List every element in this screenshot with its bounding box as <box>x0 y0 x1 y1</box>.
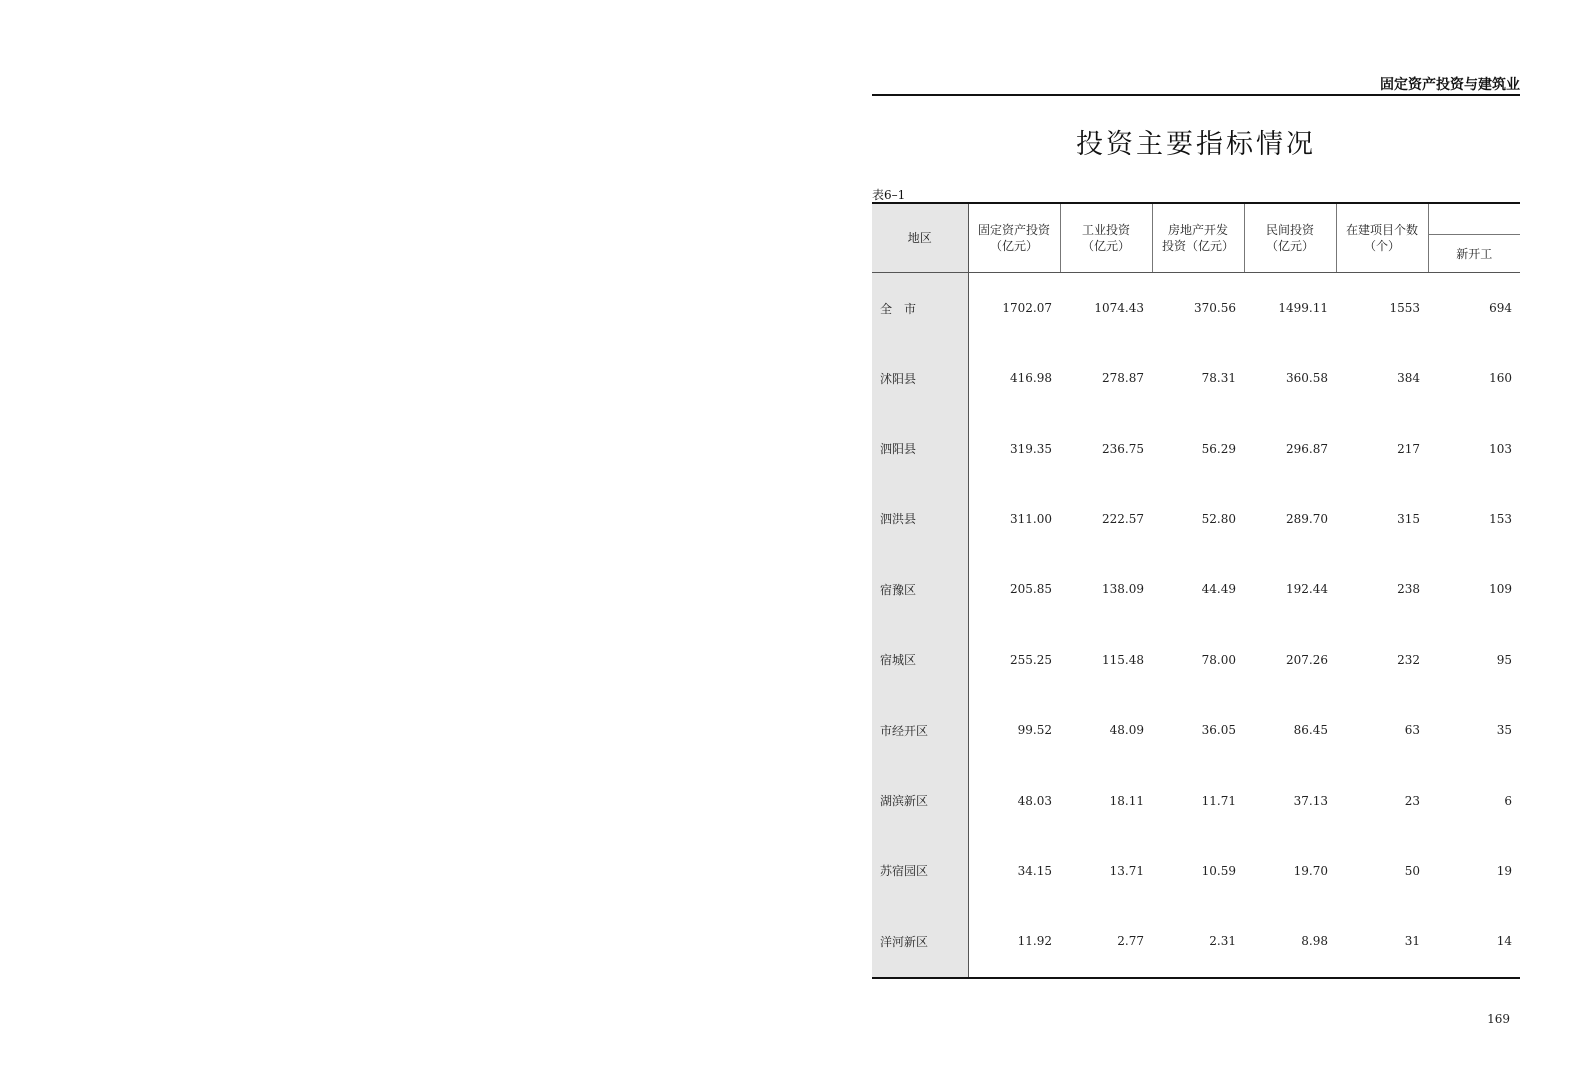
header-projects-line2: （个） <box>1363 239 1400 253</box>
cell-real-estate: 2.31 <box>1209 934 1236 949</box>
cell-real-estate: 78.31 <box>1201 371 1236 386</box>
cell-fixed-asset: 34.15 <box>1017 863 1052 878</box>
table-row <box>872 625 1520 695</box>
cell-fixed-asset: 48.03 <box>1017 793 1052 808</box>
header-industrial-line2: （亿元） <box>1081 239 1130 253</box>
cell-industrial: 236.75 <box>1102 441 1144 456</box>
cell-fixed-asset: 11.92 <box>1017 934 1052 949</box>
cell-real-estate: 36.05 <box>1201 723 1236 738</box>
cell-private: 19.70 <box>1293 863 1328 878</box>
cell-new-starts: 6 <box>1504 793 1512 808</box>
cell-private: 296.87 <box>1286 441 1328 456</box>
page-right <box>872 0 1520 1077</box>
cell-region: 苏宿园区 <box>872 836 968 906</box>
cell-new-starts: 35 <box>1496 723 1512 738</box>
cell-projects: 217 <box>1397 441 1420 456</box>
header-fixed-asset <box>968 203 1060 273</box>
cell-real-estate: 52.80 <box>1201 511 1236 526</box>
cell-fixed-asset: 205.85 <box>1010 582 1052 597</box>
cell-private: 37.13 <box>1293 793 1328 808</box>
cell-region: 泗阳县 <box>872 413 968 483</box>
cell-industrial: 13.71 <box>1109 863 1144 878</box>
cell-industrial: 115.48 <box>1102 652 1144 667</box>
cell-fixed-asset: 1702.07 <box>1002 301 1052 315</box>
cell-region: 宿豫区 <box>872 554 968 624</box>
header-fixed-asset-line2: （亿元） <box>989 239 1038 253</box>
cell-region: 市经开区 <box>872 695 968 765</box>
cell-private: 360.58 <box>1286 371 1328 386</box>
cell-projects: 315 <box>1397 511 1420 526</box>
table-number: 表6–1 <box>872 188 906 202</box>
header-industrial <box>1060 203 1152 273</box>
cell-real-estate: 370.56 <box>1194 301 1236 315</box>
cell-projects: 63 <box>1404 723 1420 738</box>
table-row <box>872 343 1520 413</box>
cell-fixed-asset: 319.35 <box>1010 441 1052 456</box>
header-real-estate-line1: 房地产开发 <box>1167 223 1228 237</box>
header-industrial-line1: 工业投资 <box>1081 223 1130 237</box>
cell-fixed-asset: 99.52 <box>1017 723 1052 738</box>
header-fixed-asset-line1: 固定资产投资 <box>977 223 1050 237</box>
cell-industrial: 138.09 <box>1102 582 1144 597</box>
cell-industrial: 278.87 <box>1102 371 1144 386</box>
cell-new-starts: 14 <box>1496 934 1512 949</box>
table-row <box>872 765 1520 835</box>
header-projects <box>1336 203 1428 273</box>
cell-projects: 1553 <box>1389 301 1420 315</box>
table-row <box>872 273 1520 344</box>
table-row <box>872 695 1520 765</box>
table-row <box>872 484 1520 554</box>
cell-new-starts: 109 <box>1489 582 1512 597</box>
cell-private: 192.44 <box>1286 582 1328 597</box>
header-new-starts: 新开工 <box>1428 235 1520 273</box>
table-title: 投资主要指标情况 <box>1076 129 1316 160</box>
cell-projects: 50 <box>1404 863 1420 878</box>
header-rule <box>872 94 1520 96</box>
cell-fixed-asset: 416.98 <box>1010 371 1052 386</box>
cell-fixed-asset: 255.25 <box>1010 652 1052 667</box>
cell-projects: 232 <box>1397 652 1420 667</box>
cell-private: 289.70 <box>1286 511 1328 526</box>
cell-real-estate: 11.71 <box>1201 793 1236 808</box>
cell-private: 8.98 <box>1301 934 1328 949</box>
cell-private: 207.26 <box>1286 652 1328 667</box>
header-projects-line1: 在建项目个数 <box>1345 223 1418 237</box>
header-private <box>1244 203 1336 273</box>
cell-projects: 238 <box>1397 582 1420 597</box>
header-real-estate <box>1152 203 1244 273</box>
cell-private: 86.45 <box>1293 723 1328 738</box>
cell-real-estate: 56.29 <box>1201 441 1236 456</box>
cell-new-starts: 694 <box>1489 301 1512 315</box>
investment-indicators-table <box>872 202 1520 979</box>
cell-projects: 31 <box>1404 934 1420 949</box>
cell-region: 沭阳县 <box>872 343 968 413</box>
cell-fixed-asset: 311.00 <box>1010 511 1052 526</box>
cell-industrial: 18.11 <box>1109 793 1144 808</box>
header-region: 地区 <box>872 203 968 273</box>
table-body <box>872 273 1520 978</box>
cell-new-starts: 19 <box>1496 863 1512 878</box>
table-row <box>872 413 1520 483</box>
cell-region: 全 市 <box>872 273 968 344</box>
header-private-line1: 民间投资 <box>1265 223 1314 237</box>
table-row <box>872 836 1520 906</box>
cell-new-starts: 103 <box>1489 441 1512 456</box>
cell-real-estate: 78.00 <box>1201 652 1236 667</box>
cell-new-starts: 95 <box>1496 652 1512 667</box>
cell-real-estate: 10.59 <box>1201 863 1236 878</box>
cell-region: 湖滨新区 <box>872 765 968 835</box>
cell-real-estate: 44.49 <box>1201 582 1236 597</box>
cell-private: 1499.11 <box>1278 301 1328 315</box>
table-row <box>872 906 1520 977</box>
cell-industrial: 2.77 <box>1117 934 1144 949</box>
cell-region: 宿城区 <box>872 625 968 695</box>
cell-industrial: 1074.43 <box>1094 301 1144 315</box>
running-head: 固定资产投资与建筑业 <box>1380 77 1520 93</box>
cell-region: 洋河新区 <box>872 906 968 977</box>
cell-projects: 384 <box>1397 371 1420 386</box>
page-number: 169 <box>1487 1012 1510 1026</box>
cell-new-starts: 153 <box>1489 511 1512 526</box>
header-projects-group-span <box>1428 203 1520 235</box>
header-private-line2: （亿元） <box>1265 239 1314 253</box>
cell-projects: 23 <box>1404 793 1420 808</box>
cell-industrial: 48.09 <box>1109 723 1144 738</box>
header-real-estate-line2: 投资（亿元） <box>1161 239 1234 253</box>
cell-industrial: 222.57 <box>1102 511 1144 526</box>
cell-region: 泗洪县 <box>872 484 968 554</box>
cell-new-starts: 160 <box>1489 371 1512 386</box>
table-row <box>872 554 1520 624</box>
